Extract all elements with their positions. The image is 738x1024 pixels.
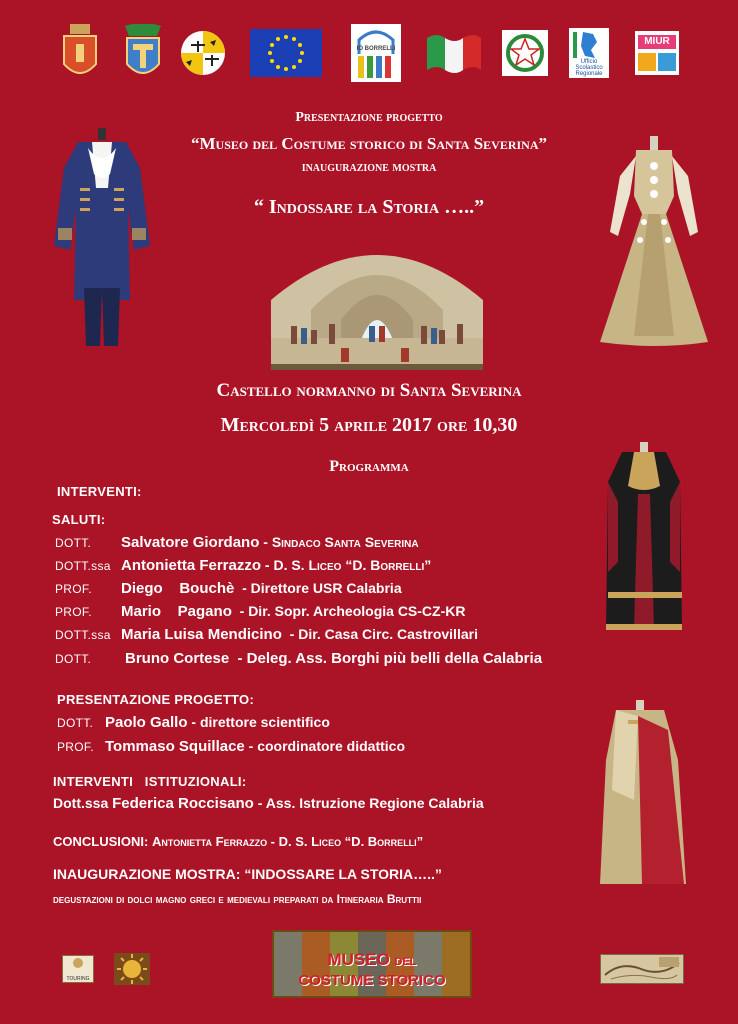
ufficio-scolastico-regionale-logo [568,24,610,82]
speaker-name: Bruno Cortese [125,650,230,667]
provincia-crotone-crest [120,24,166,82]
presenter-role: - direttore scientifico [187,714,330,730]
liceo-borrelli-text: IO BORRELLI [356,46,396,52]
star-emblem-icon [502,30,548,76]
speaker-role: - Direttore USR Calabria [234,580,402,596]
inaugurazione-line: INAUGURAZIONE MOSTRA: “INDOSSARE LA STORIA…..” [53,866,442,882]
eu-flag-icon [250,29,322,77]
presentazione-heading: PRESENTAZIONE PROGETTO: [57,692,255,707]
speaker-title: DOTT.ssa [55,628,111,642]
school-of-athens-painting [271,230,483,370]
speaker-name: Mario Pagano [121,603,232,620]
speaker-name: Salvatore Giordano [121,534,260,551]
museo-costume-storico-logo [272,930,472,998]
sun-logo [114,953,150,985]
miur-logo [634,24,680,82]
conclusioni-row [53,834,423,849]
presenter-name: Paolo Gallo [105,714,188,731]
conclusioni-text: Antonietta Ferrazzo - D. S. Liceo “D. Borrelli” [151,834,424,849]
presenter-name: Tommaso Squillace [105,738,245,755]
presenter-title: PROF. [57,740,94,754]
miur-text: MIUR [638,35,676,49]
gold-cloak-costume [598,700,688,886]
blue-coat-costume [52,128,152,350]
venue-place: Castello normanno di Santa Severina [216,380,522,401]
istituzionali-role: - Ass. Istruzione Regione Calabria [253,795,484,811]
touring-text: TOURING [66,976,90,982]
presenter-row [57,738,405,755]
interventi-heading: INTERVENTI: [57,484,142,499]
sun-icon [114,953,150,985]
speaker-name: Maria Luisa Mendicino [121,626,282,643]
event-date: Mercoledì 5 aprile 2017 ore 10,30 [220,414,518,436]
crest-icon [121,24,165,82]
speaker-role: - Deleg. Ass. Borghi più belli della Calabria [229,650,543,667]
liceo-borrelli-logo [350,24,402,82]
repubblica-italiana-emblem [502,24,548,82]
itineraria-bruttii-map-logo [600,954,684,984]
exhibition-title: “ Indossare la Storia …..” [253,196,485,218]
speaker-role: - Sindaco Santa Severina [259,534,419,550]
museum-logo-word: MUSEO [327,950,390,969]
usr-text: Ufficio Scolastico Regionale [575,59,603,77]
speaker-row [55,626,478,643]
istituzionali-title: Dott.ssa [53,795,109,811]
italy-flag-icon [425,32,483,74]
touring-club-logo [62,955,94,983]
header-line3: inaugurazione mostra [301,160,437,175]
speaker-row [55,580,402,597]
gold-gown-costume [596,136,712,350]
crest-icon [62,24,98,82]
program-title: Programma [329,458,409,475]
header-museum-title: “Museo del Costume storico di Santa Severina” [190,134,547,153]
speaker-title: PROF. [55,605,92,619]
speaker-row [55,534,419,551]
presenter-title: DOTT. [57,716,94,730]
european-union-flag [250,24,322,82]
regione-calabria-logo [180,24,226,82]
speaker-title: PROF. [55,582,92,596]
speaker-row [55,603,465,620]
map-icon [601,955,683,983]
istituzionali-name: Federica Roccisano [112,795,254,812]
italian-flag [425,24,483,82]
speaker-title: DOTT. [55,536,92,550]
museum-logo-word-small: DEL [394,956,417,968]
speaker-row [55,650,542,667]
speaker-title: DOTT. [55,652,92,666]
conclusioni-label: CONCLUSIONI: [53,834,149,849]
speaker-role: - Dir. Sopr. Archeologia CS-CZ-KR [231,603,466,619]
museum-logo-subtitle: COSTUME STORICO [298,972,446,989]
speaker-row [55,557,431,574]
speaker-title: DOTT.ssa [55,559,111,573]
region-map-icon [569,30,609,60]
presenter-row [57,714,330,731]
istituzionali-heading: INTERVENTI ISTITUZIONALI: [53,774,247,789]
speaker-role: - D. S. Liceo “D. Borrelli” [261,557,432,573]
header-line1: Presentazione progetto [295,110,443,125]
istituzionali-row [53,795,484,812]
calabria-emblem-icon [180,30,226,76]
comune-santa-severina-crest [60,24,100,82]
speaker-name: Diego Bouchè [121,580,235,597]
saluti-heading: SALUTI: [52,512,106,527]
speaker-role: - Dir. Casa Circ. Castrovillari [281,626,478,642]
degustazioni-line: degustazioni di dolci magno greci e medievali preparati da Itineraria Bruttii [53,892,422,906]
presenter-role: - coordinatore didattico [244,738,405,754]
touring-icon [63,956,93,970]
speaker-name: Antonietta Ferrazzo [121,557,262,574]
